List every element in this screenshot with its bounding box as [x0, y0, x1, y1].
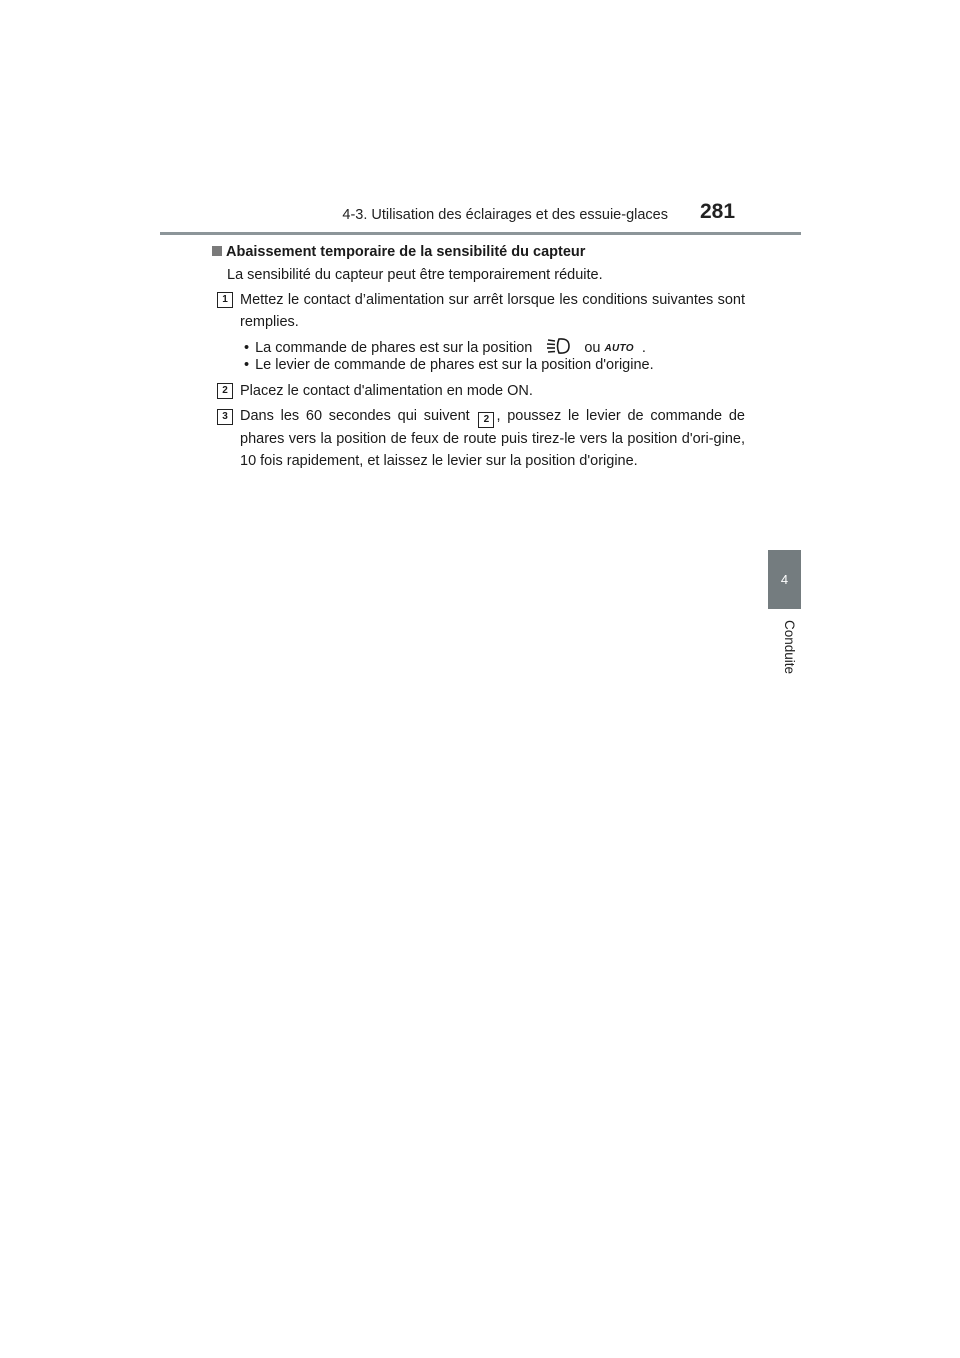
page-number: 281 [700, 200, 736, 223]
step-number-box: 2 [217, 383, 233, 399]
auto-mode-icon: AUTO [604, 343, 634, 354]
step-number-box: 3 [217, 409, 233, 425]
list-bullet: • [244, 357, 250, 373]
headlight-icon [546, 337, 570, 359]
condition-item [244, 357, 654, 373]
section-heading-text: Abaissement temporaire de la sensibilité du capteur [226, 244, 586, 260]
list-bullet: • [244, 340, 250, 356]
condition-end: . [641, 340, 646, 356]
condition-connector: ou [584, 340, 601, 356]
step-text [240, 405, 745, 472]
step-text: Mettez le contact d’alimentation sur arrêt lorsque les conditions suivantes sont remplies. [240, 292, 745, 330]
section-intro: La sensibilité du capteur peut être temporairement réduite. [227, 267, 603, 283]
chapter-title: 4-3. Utilisation des éclairages et des essuie-glaces [342, 207, 668, 223]
chapter-tab-number: 4 [780, 572, 789, 587]
chapter-tab [768, 550, 801, 609]
header-divider [160, 232, 801, 235]
step-text-part: , poussez le levier de commande de phares vers la position de feux de route puis tirez-le vers la position d'ori-gine, 10 fois rapidement, et laissez le levier sur la position d'origine. [240, 408, 745, 469]
step-text: Placez le contact d'alimentation en mode ON. [240, 383, 533, 399]
step-number-box: 1 [217, 292, 233, 308]
chapter-tab-label: Conduite [782, 620, 797, 675]
step-text-part: Dans les 60 secondes qui suivent [240, 408, 470, 424]
condition-text: Le levier de commande de phares est sur la position d'origine. [255, 357, 654, 373]
section-heading [212, 244, 585, 260]
step-reference-box: 2 [478, 412, 494, 428]
condition-item [244, 337, 646, 359]
condition-text: La commande de phares est sur la position [255, 340, 533, 356]
square-bullet-icon [212, 246, 222, 256]
